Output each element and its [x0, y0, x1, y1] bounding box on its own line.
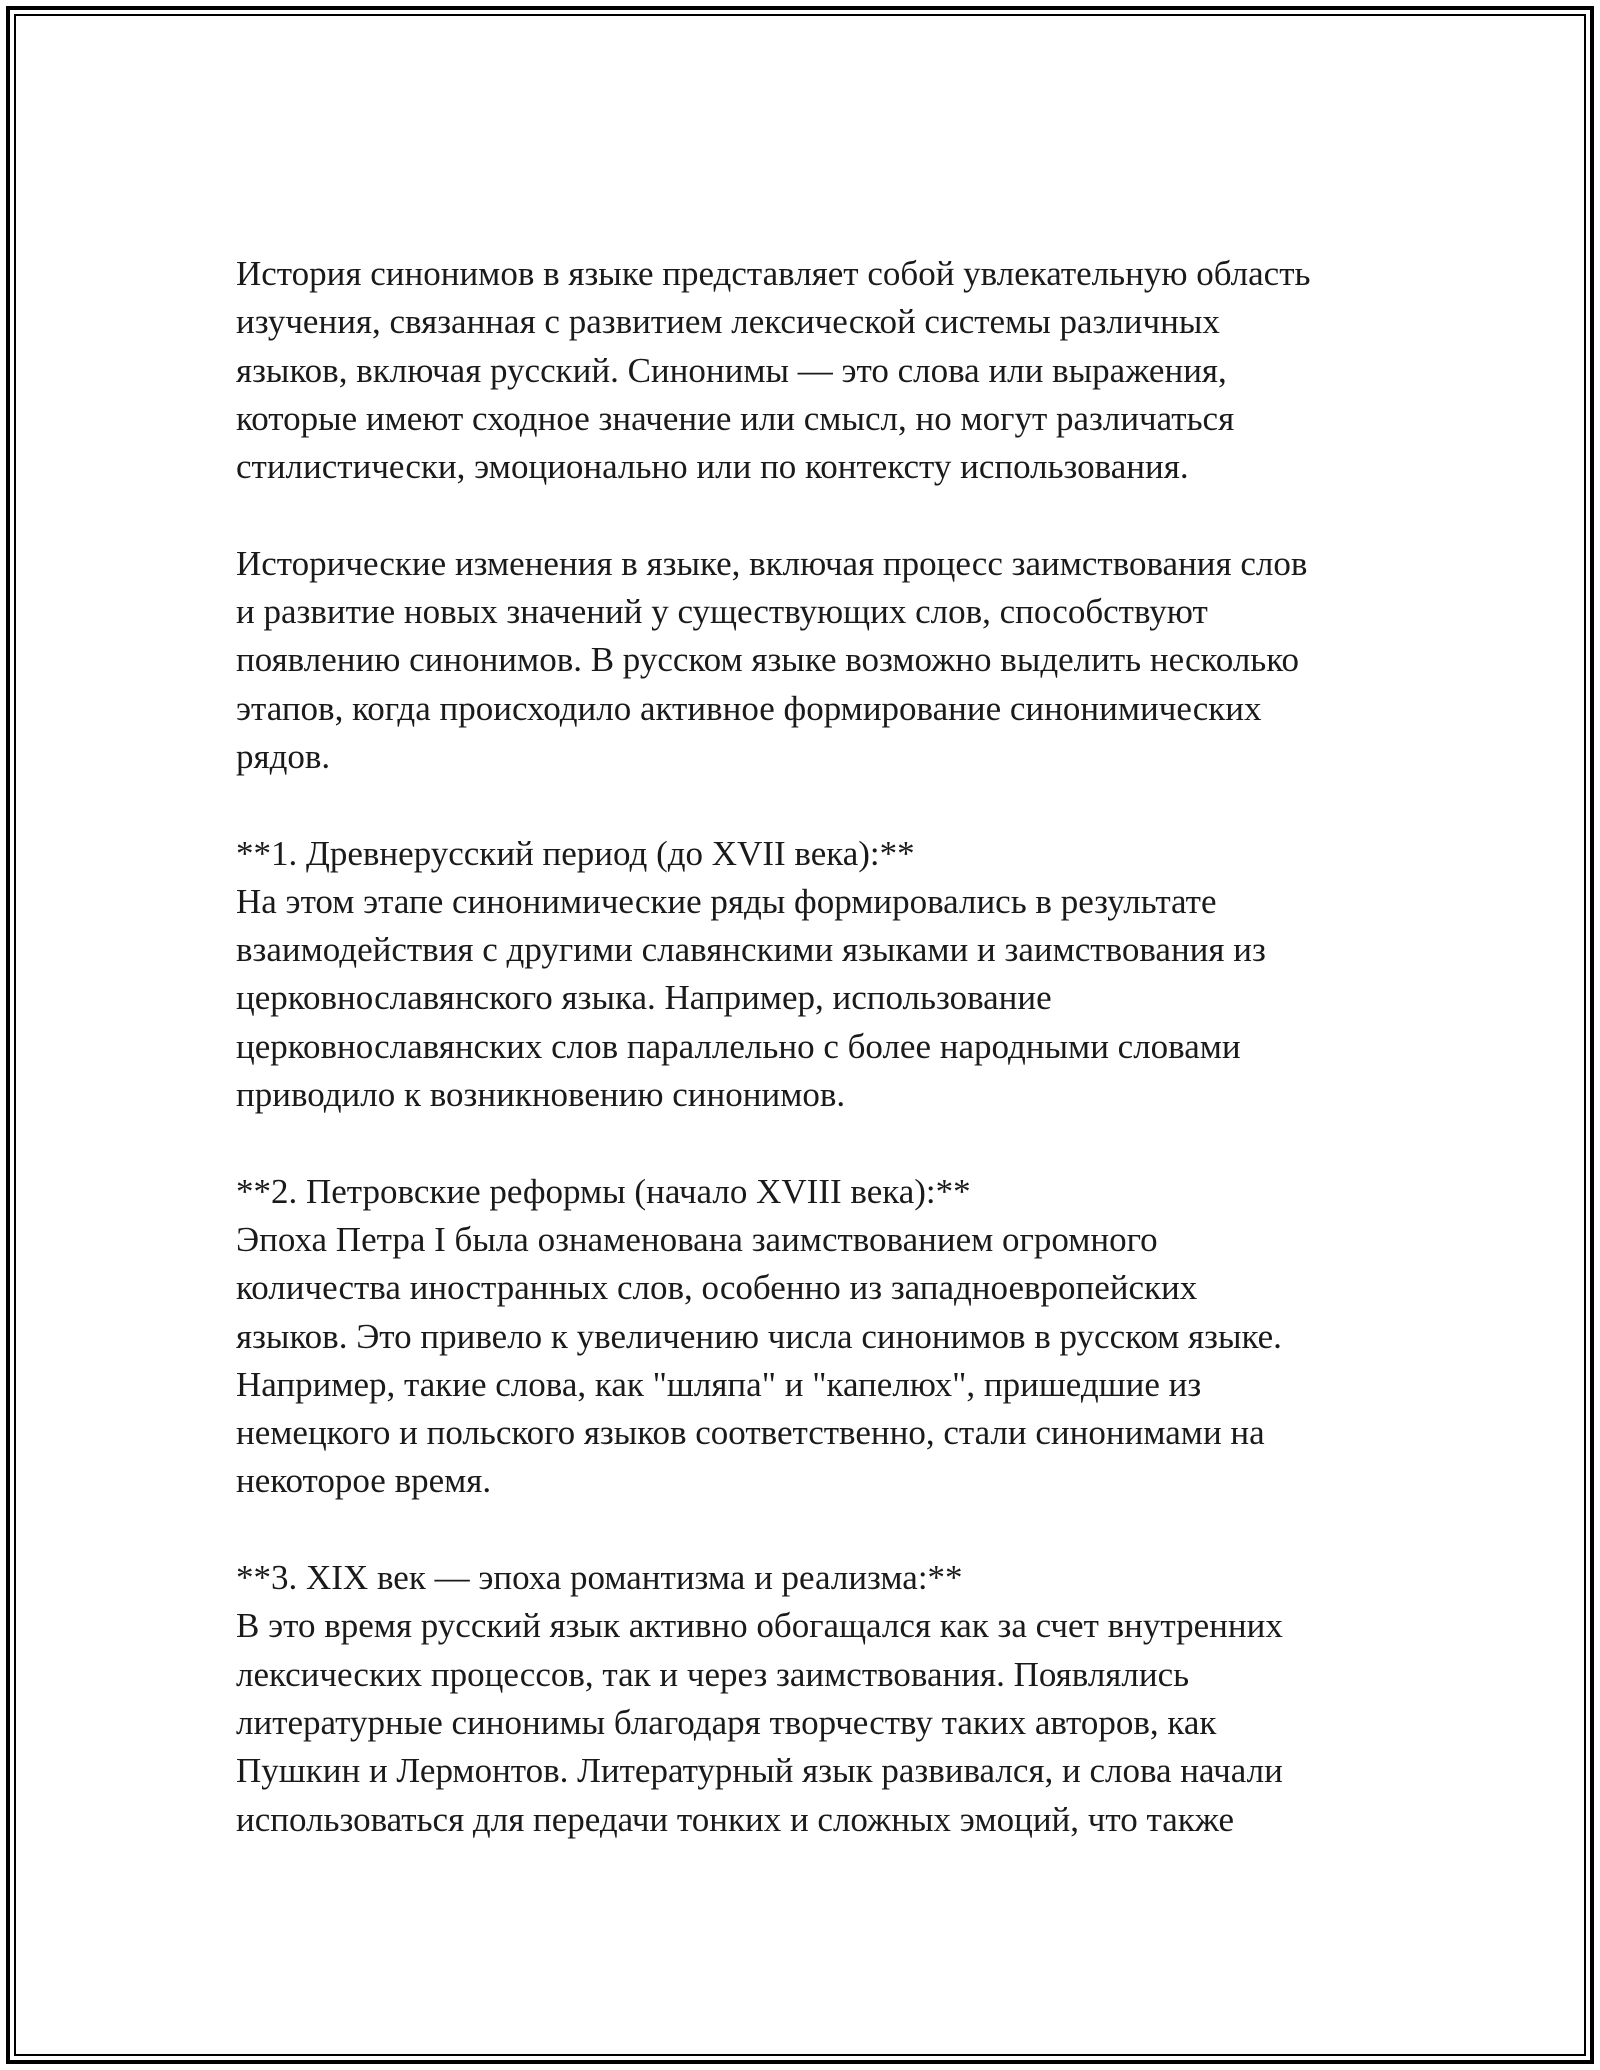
text-line: Пушкин и Лермонтов. Литературный язык развивался, и слова начали: [236, 1751, 1283, 1791]
paragraph: [236, 830, 1376, 1120]
text-line: лексических процессов, так и через заимствования. Появлялись: [236, 1654, 1190, 1694]
paragraph: [236, 1554, 1376, 1844]
paragraph-spacer: [236, 1506, 1376, 1554]
text-line: немецкого и польского языков соответственно, стали синонимами на: [236, 1413, 1265, 1453]
paragraph-spacer: [236, 491, 1376, 539]
text-line: приводило к возникновению синонимов.: [236, 1075, 846, 1115]
text-line: использоваться для передачи тонких и сложных эмоций, что также: [236, 1799, 1234, 1839]
paragraph: [236, 1168, 1376, 1506]
text-line: количества иностранных слов, особенно из западноевропейских: [236, 1268, 1198, 1308]
text-line: языков. Это привело к увеличению числа синонимов в русском языке.: [236, 1316, 1282, 1356]
text-line: этапов, когда происходило активное формирование синонимических: [236, 688, 1262, 728]
text-line: **3. XIX век — эпоха романтизма и реализма:**: [236, 1558, 963, 1598]
text-line: появлению синонимов. В русском языке возможно выделить несколько: [236, 640, 1299, 680]
text-line: Например, такие слова, как "шляпа" и "капелюх", пришедшие из: [236, 1364, 1202, 1404]
text-line: церковнославянских слов параллельно с более народными словами: [236, 1026, 1241, 1066]
text-line: некоторое время.: [236, 1461, 492, 1501]
text-line: Эпоха Петра I была ознаменована заимствованием огромного: [236, 1219, 1158, 1259]
paragraph: [236, 250, 1376, 491]
text-line: изучения, связанная с развитием лексической системы различных: [236, 302, 1220, 342]
text-line: церковнославянского языка. Например, использование: [236, 978, 1052, 1018]
text-line: **1. Древнерусский период (до XVII века):**: [236, 833, 915, 873]
paragraph: [236, 540, 1376, 781]
text-line: История синонимов в языке представляет собой увлекательную область: [236, 254, 1311, 293]
text-line: и развитие новых значений у существующих слов, способствуют: [236, 592, 1208, 632]
paragraph-spacer: [236, 1119, 1376, 1167]
text-line: На этом этапе синонимические ряды формировались в результате: [236, 881, 1217, 921]
text-line: взаимодействия с другими славянскими языками и заимствования из: [236, 930, 1266, 970]
text-line: Исторические изменения в языке, включая процесс заимствования слов: [236, 543, 1308, 583]
paragraph-spacer: [236, 781, 1376, 829]
text-line: стилистически, эмоционально или по контексту использования.: [236, 447, 1189, 487]
text-line: **2. Петровские реформы (начало XVIII века):**: [236, 1171, 971, 1211]
document-body: [236, 250, 1376, 1844]
text-line: В это время русский язык активно обогащался как за счет внутренних: [236, 1606, 1283, 1646]
text-line: литературные синонимы благодаря творчеству таких авторов, как: [236, 1702, 1217, 1742]
text-line: рядов.: [236, 736, 331, 776]
text-line: языков, включая русский. Синонимы — это слова или выражения,: [236, 350, 1227, 390]
text-line: которые имеют сходное значение или смысл, но могут различаться: [236, 398, 1235, 438]
